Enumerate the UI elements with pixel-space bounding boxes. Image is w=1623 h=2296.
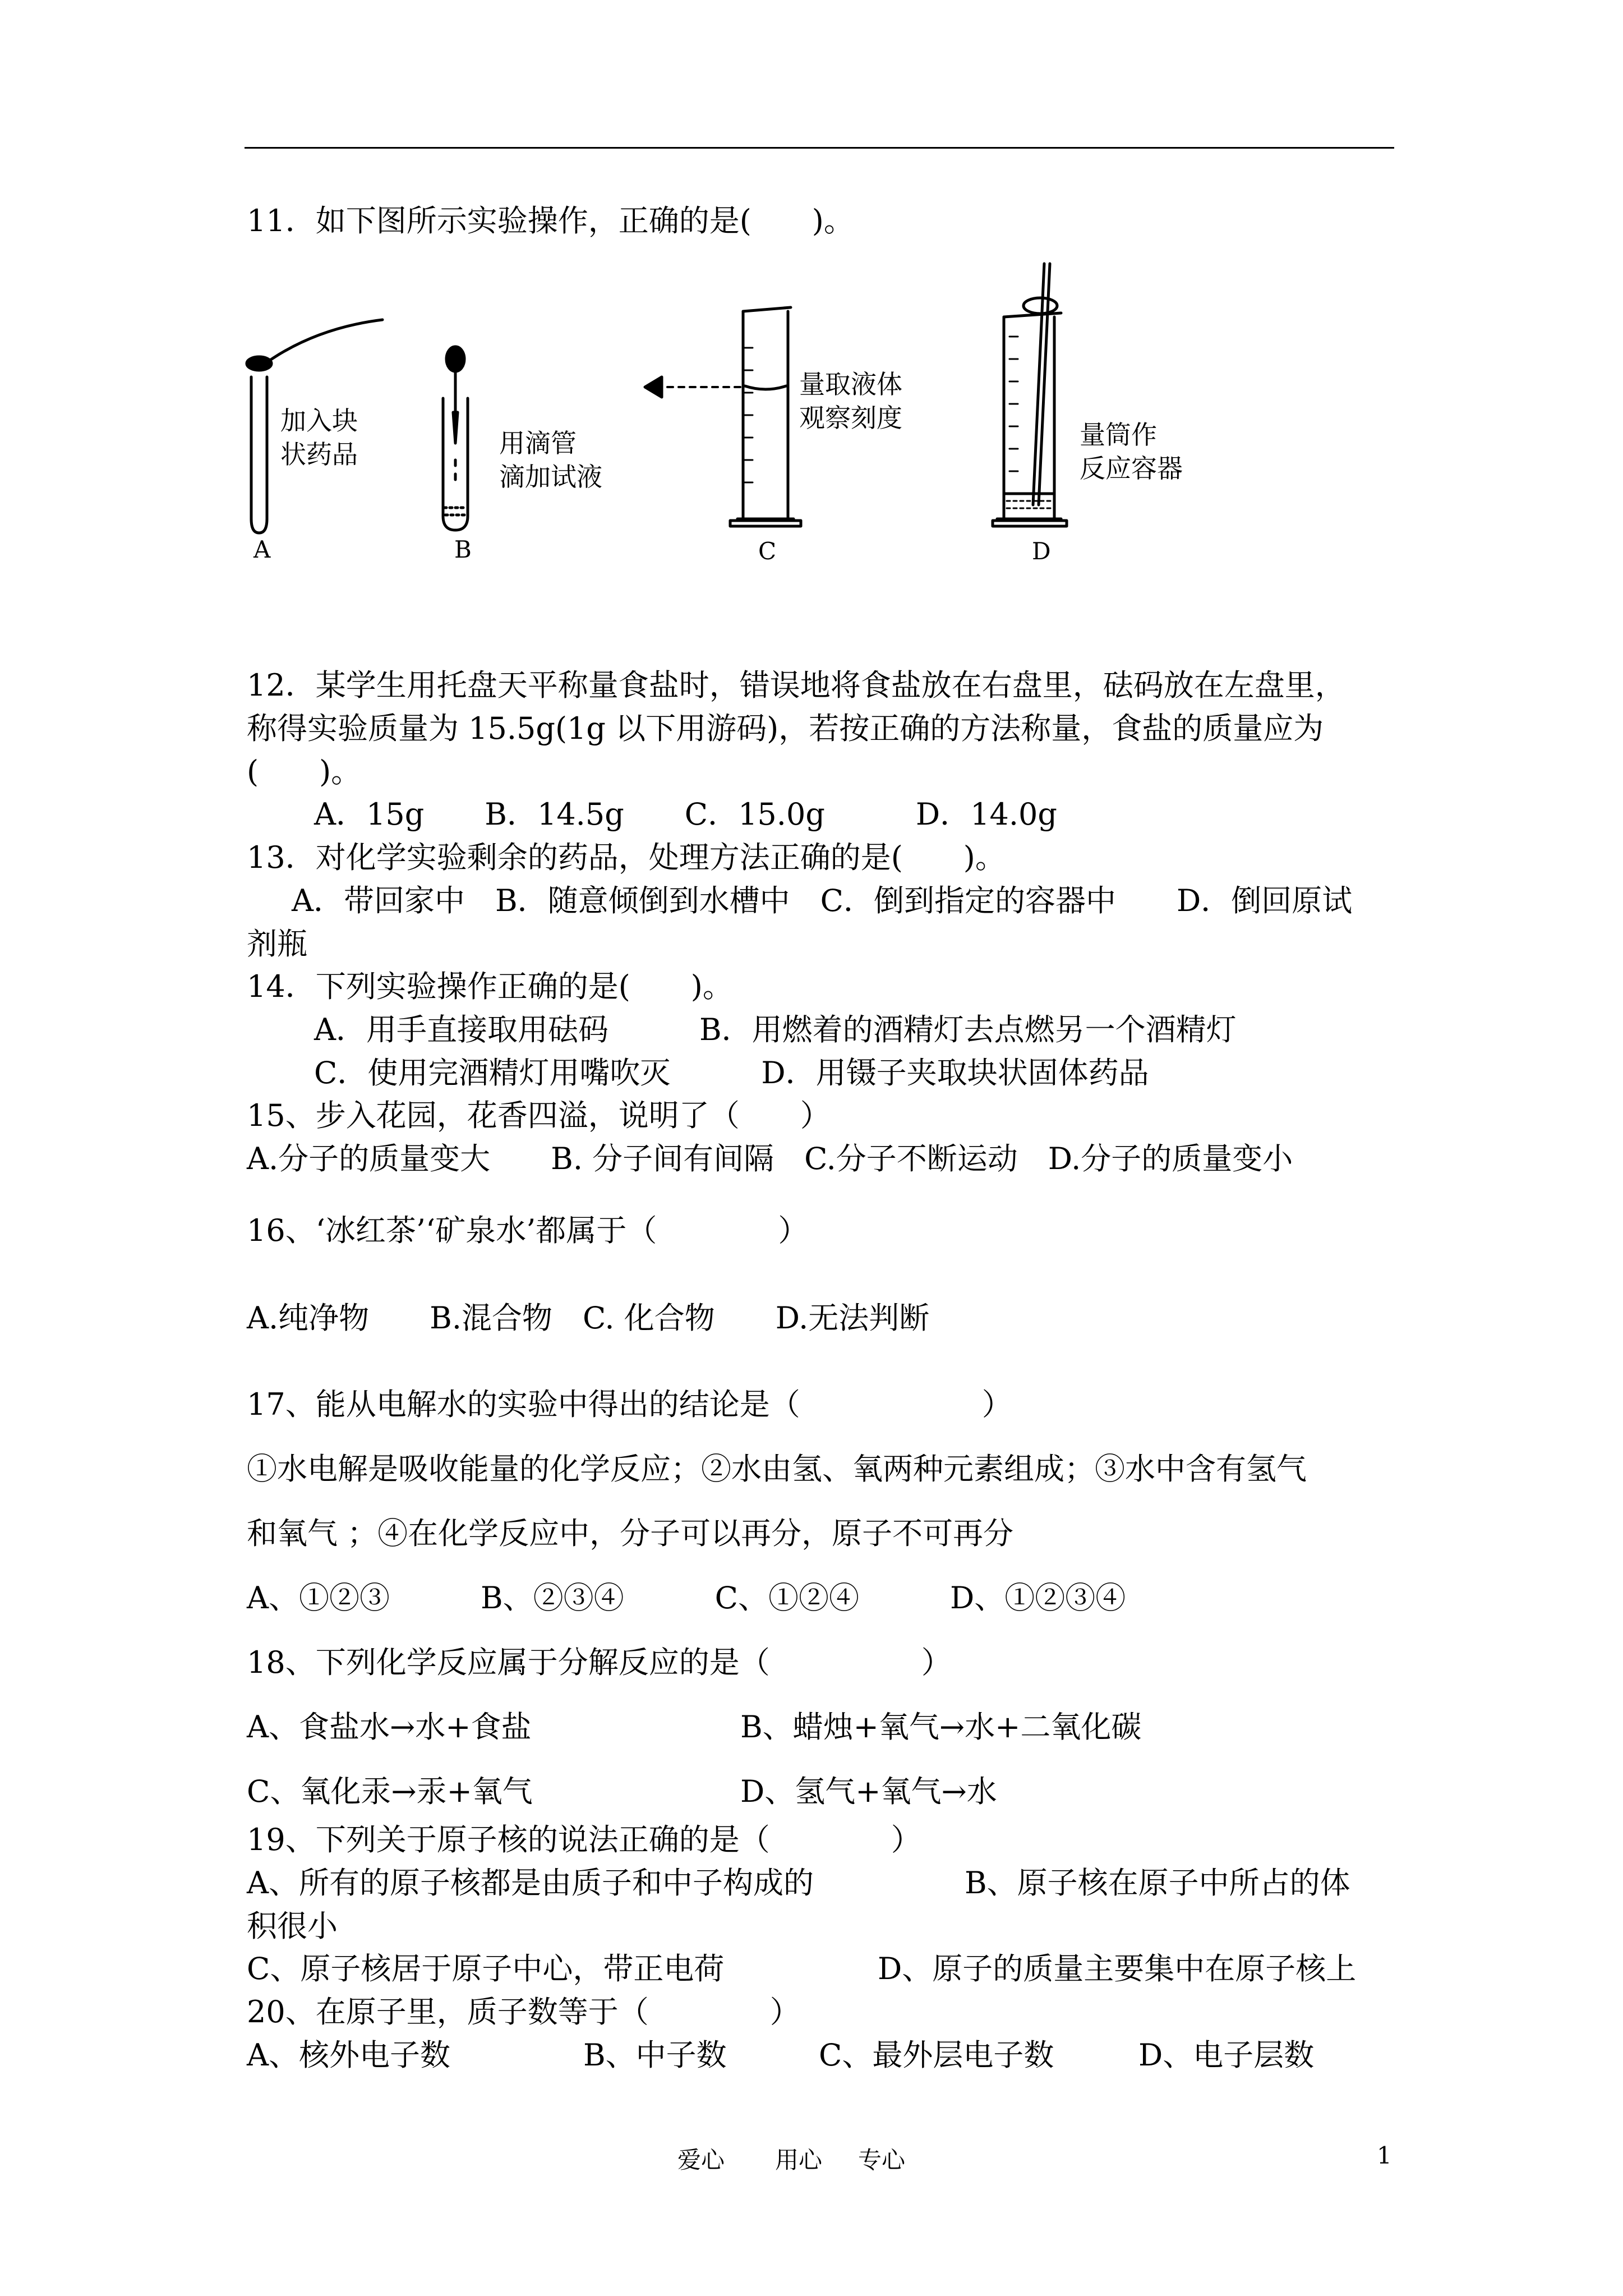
q18-option-c: C、氧化汞→汞+氧气 bbox=[247, 1774, 533, 1809]
q19-option-b: B、原子核在原子中所占的体 bbox=[965, 1865, 1350, 1901]
q18-option-a: A、食盐水→水+食盐 bbox=[247, 1709, 532, 1745]
q15-stem: 15、步入花园，花香四溢，说明了（ ） bbox=[247, 1098, 831, 1133]
q13-options: A．带回家中 B．随意倾倒到水槽中 C．倒到指定的容器中 D．倒回原试 bbox=[292, 883, 1353, 918]
test-tube-a-icon bbox=[251, 359, 267, 533]
q20-option-a: A、核外电子数 bbox=[247, 2037, 450, 2073]
footer-mid: 用心 bbox=[775, 2146, 823, 2174]
q14-stem: 14．下列实验操作正确的是( )。 bbox=[247, 969, 733, 1004]
q18-option-b: B、蜡烛+氧气→水+二氧化碳 bbox=[740, 1709, 1142, 1745]
fig-b-label: B bbox=[454, 536, 472, 563]
q17-line2: 和氧气 ；④在化学反应中，分子可以再分，原子不可再分 bbox=[247, 1516, 1014, 1551]
q17-line1: ①水电解是吸收能量的化学反应；②水由氢、氧两种元素组成；③水中含有氢气 bbox=[247, 1451, 1307, 1487]
fig-b-caption-line2: 滴加试液 bbox=[499, 462, 602, 492]
q12-line1: 12．某学生用托盘天平称量食盐时，错误地将食盐放在右盘里，砝码放在左盘里， bbox=[247, 668, 1345, 703]
q18-option-d: D、氢气+氧气→水 bbox=[740, 1774, 997, 1809]
q16-stem: 16、‘冰红茶’‘矿泉水’都属于（ ） bbox=[247, 1213, 809, 1248]
q20-option-d: D、电子层数 bbox=[1138, 2037, 1315, 2073]
q19-option-a: A、所有的原子核都是由质子和中子构成的 bbox=[247, 1865, 814, 1901]
fig-b-caption-line1: 用滴管 bbox=[499, 428, 577, 458]
q12-line3: ( )。 bbox=[247, 754, 362, 789]
q19-stem: 19、下列关于原子核的说法正确的是（ ） bbox=[247, 1822, 921, 1857]
dropper-icon bbox=[446, 347, 464, 480]
footer-left: 爱心 bbox=[677, 2146, 725, 2174]
q13-stem: 13．对化学实验剩余的药品，处理方法正确的是( )。 bbox=[247, 840, 1006, 875]
spatula-icon bbox=[247, 320, 382, 370]
q16-options: A.纯净物 B.混合物 C. 化合物 D.无法判断 bbox=[247, 1300, 930, 1336]
q19-option-c: C、原子核居于原子中心，带正电荷 bbox=[247, 1951, 725, 1986]
fig-a-caption-line2: 状药品 bbox=[280, 439, 358, 470]
q14-options-line1: A．用手直接取用砝码 B．用燃着的酒精灯去点燃另一个酒精灯 bbox=[314, 1012, 1237, 1047]
q11-figure bbox=[0, 0, 1623, 617]
q19-option-b-cont: 积很小 bbox=[247, 1908, 338, 1944]
q20-option-c: C、最外层电子数 bbox=[819, 2037, 1054, 2073]
q14-options-line2: C．使用完酒精灯用嘴吹灭 D．用镊子夹取块状固体药品 bbox=[314, 1055, 1149, 1091]
eye-icon bbox=[645, 377, 662, 397]
q12-line2: 称得实验质量为 15.5g(1g 以下用游码)，若按正确的方法称量，食盐的质量应为 bbox=[247, 711, 1324, 746]
fig-a-label: A bbox=[253, 536, 271, 563]
fig-c-caption-line2: 观察刻度 bbox=[799, 403, 902, 433]
fig-c-label: C bbox=[758, 537, 777, 565]
graduated-cylinder-d-icon bbox=[993, 264, 1067, 526]
q13-options-cont: 剂瓶 bbox=[247, 926, 307, 961]
fig-d-label: D bbox=[1032, 537, 1051, 565]
q18-stem: 18、下列化学反应属于分解反应的是（ ） bbox=[247, 1645, 952, 1680]
fig-c-caption-line1: 量取液体 bbox=[799, 369, 902, 399]
q15-options: A.分子的质量变大 B. 分子间有间隔 C.分子不断运动 D.分子的质量变小 bbox=[247, 1141, 1293, 1176]
fig-a-caption-line1: 加入块 bbox=[280, 406, 358, 436]
q20-option-b: B、中子数 bbox=[583, 2037, 727, 2073]
fig-d-caption-line2: 反应容器 bbox=[1080, 453, 1183, 484]
page-number: 1 bbox=[1377, 2142, 1392, 2169]
graduated-cylinder-c-icon bbox=[656, 307, 801, 526]
q12-options: A．15g B．14.5g C．15.0g D．14.0g bbox=[314, 797, 1057, 832]
q17-options: A、①②③ B、②③④ C、①②④ D、①②③④ bbox=[247, 1580, 1126, 1616]
footer-right: 专心 bbox=[858, 2146, 906, 2174]
fig-d-caption-line1: 量筒作 bbox=[1080, 420, 1157, 450]
q11-stem: 11．如下图所示实验操作，正确的是( )。 bbox=[247, 203, 854, 238]
q20-stem: 20、在原子里，质子数等于（ ） bbox=[247, 1994, 800, 2030]
q17-stem: 17、能从电解水的实验中得出的结论是（ ） bbox=[247, 1387, 1012, 1422]
q19-option-d: D、原子的质量主要集中在原子核上 bbox=[878, 1951, 1357, 1986]
